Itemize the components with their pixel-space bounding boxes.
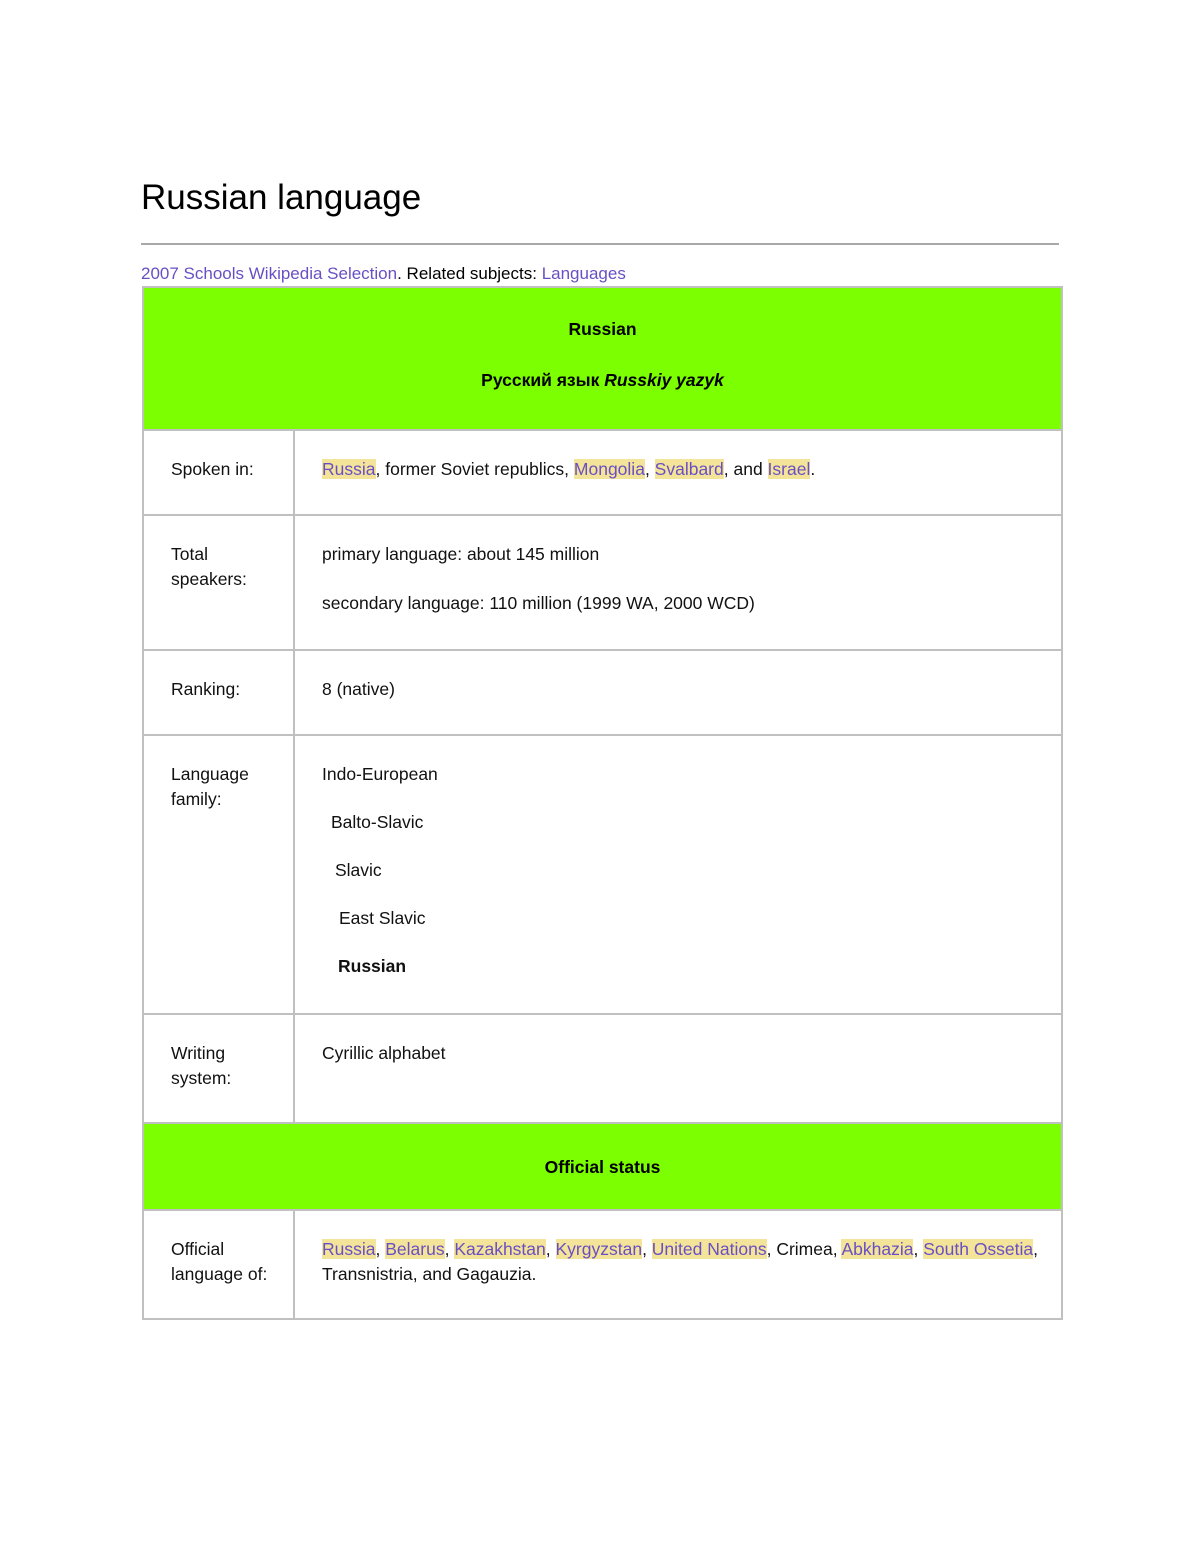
link-south-ossetia[interactable]: South Ossetia bbox=[923, 1239, 1034, 1259]
link-russia[interactable]: Russia bbox=[322, 459, 376, 479]
link-united-nations[interactable]: United Nations bbox=[651, 1239, 767, 1259]
row-total-speakers bbox=[143, 515, 1062, 650]
official-status-header: Official status bbox=[143, 1123, 1062, 1210]
family-level-4: East Slavic bbox=[339, 908, 426, 928]
separator: , bbox=[913, 1239, 924, 1259]
link-kyrgyzstan[interactable]: Kyrgyzstan bbox=[555, 1239, 643, 1259]
link-abkhazia[interactable]: Abkhazia bbox=[841, 1239, 914, 1259]
row-spoken-in bbox=[143, 430, 1062, 515]
total-speakers-label: Total speakers: bbox=[143, 515, 294, 650]
primary-speakers: primary language: about 145 million bbox=[322, 544, 600, 564]
separator: , bbox=[375, 1239, 386, 1259]
subject-link[interactable]: Languages bbox=[541, 264, 626, 283]
link-svalbard[interactable]: Svalbard bbox=[654, 459, 724, 479]
row-writing-system bbox=[143, 1014, 1062, 1123]
family-level-1: Indo-European bbox=[322, 764, 438, 784]
text-crimea: , Crimea, bbox=[766, 1239, 842, 1259]
writing-system-label: Writing system: bbox=[143, 1014, 294, 1123]
official-language-value bbox=[294, 1210, 1062, 1319]
separator: , and bbox=[723, 459, 768, 479]
family-level-5: Russian bbox=[338, 956, 407, 976]
link-israel[interactable]: Israel bbox=[767, 459, 811, 479]
language-family-tree bbox=[294, 735, 1062, 1014]
link-belarus[interactable]: Belarus bbox=[385, 1239, 445, 1259]
native-name: Русский язык bbox=[481, 370, 600, 390]
language-family-label: Language family: bbox=[143, 735, 294, 1014]
family-level-2: Balto-Slavic bbox=[331, 812, 424, 832]
subtitle-separator: . Related subjects: bbox=[397, 264, 542, 283]
infobox-header bbox=[143, 287, 1062, 430]
row-official-language bbox=[143, 1210, 1062, 1319]
language-name: Russian bbox=[568, 319, 637, 339]
spoken-in-label: Spoken in: bbox=[143, 430, 294, 515]
writing-system-value: Cyrillic alphabet bbox=[294, 1014, 1062, 1123]
ranking-label: Ranking: bbox=[143, 650, 294, 735]
row-ranking bbox=[143, 650, 1062, 735]
separator: . bbox=[810, 459, 816, 479]
spoken-in-value bbox=[294, 430, 1062, 515]
text-former-soviet: , former Soviet republics, bbox=[375, 459, 574, 479]
native-name-line bbox=[144, 368, 1061, 392]
separator: , bbox=[644, 459, 655, 479]
link-mongolia[interactable]: Mongolia bbox=[573, 459, 645, 479]
language-infobox bbox=[142, 286, 1063, 1320]
total-speakers-value bbox=[294, 515, 1062, 650]
family-level-3: Slavic bbox=[335, 860, 382, 880]
romanized-name: Russkiy yazyk bbox=[604, 370, 724, 390]
link-kazakhstan[interactable]: Kazakhstan bbox=[454, 1239, 546, 1259]
page-title: Russian language bbox=[141, 178, 422, 217]
ranking-value: 8 (native) bbox=[294, 650, 1062, 735]
subtitle bbox=[141, 263, 626, 285]
official-language-label: Official language of: bbox=[143, 1210, 294, 1319]
text-transnistria-gagauzia: , Transnistria, and Gagauzia. bbox=[322, 1239, 1039, 1284]
separator: , bbox=[642, 1239, 652, 1259]
link-russia-official[interactable]: Russia bbox=[322, 1239, 376, 1259]
separator: , bbox=[444, 1239, 455, 1259]
separator: , bbox=[545, 1239, 556, 1259]
row-language-family bbox=[143, 735, 1062, 1014]
title-divider bbox=[141, 243, 1059, 245]
source-link[interactable]: 2007 Schools Wikipedia Selection bbox=[141, 264, 398, 283]
secondary-speakers: secondary language: 110 million (1999 WA, 2000 WCD) bbox=[322, 593, 755, 613]
